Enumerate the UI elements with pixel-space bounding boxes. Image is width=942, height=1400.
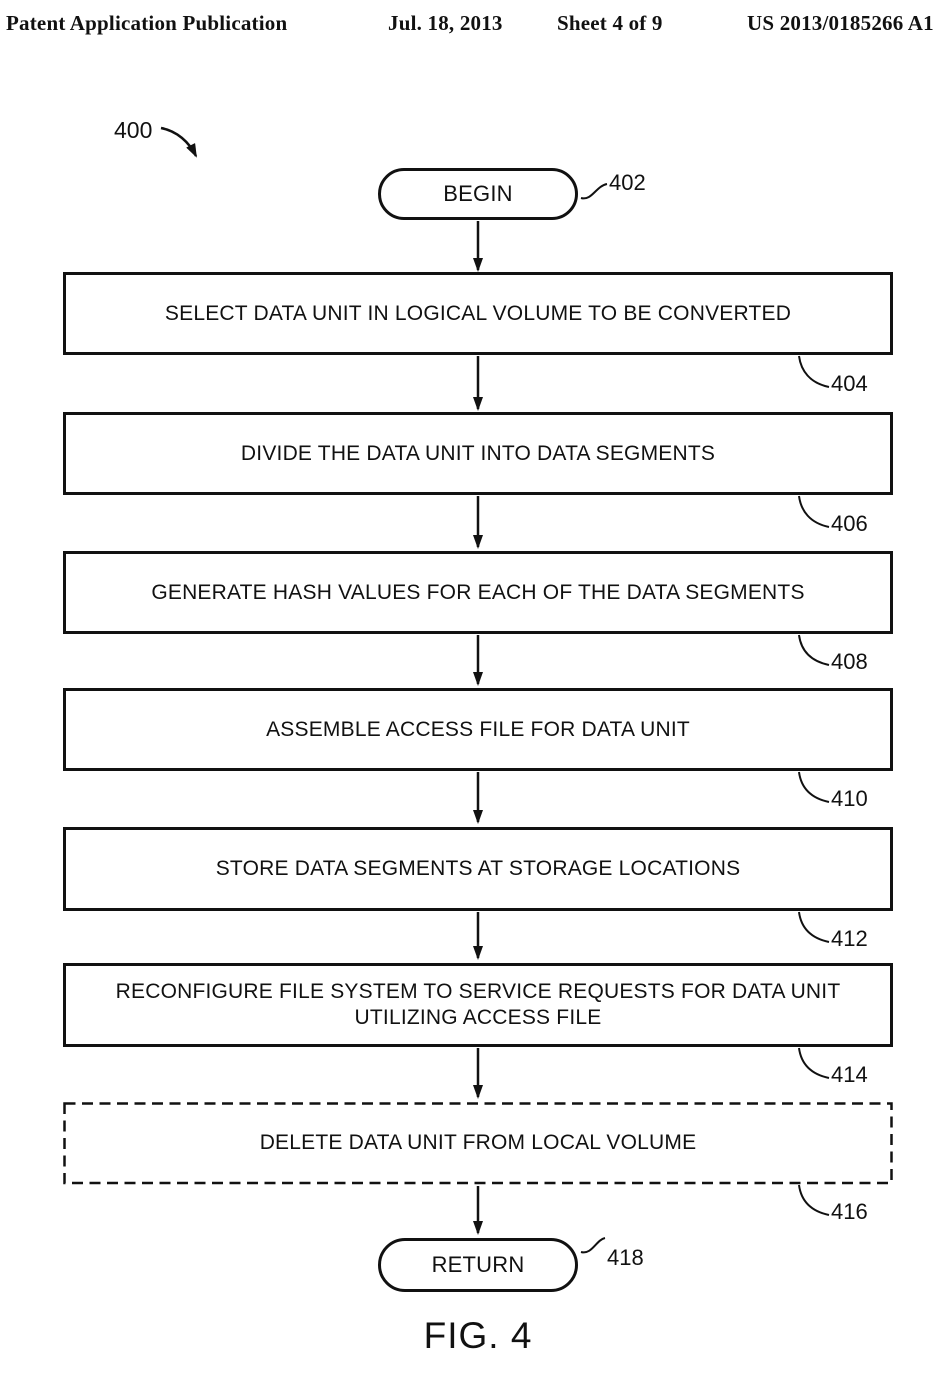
flowchart-node-divide-data-unit: DIVIDE THE DATA UNIT INTO DATA SEGMENTS <box>63 412 893 495</box>
ref-numeral-404: 404 <box>831 371 868 396</box>
flowchart-node-store-data-segments: STORE DATA SEGMENTS AT STORAGE LOCATIONS <box>63 827 893 911</box>
ref-leader-416 <box>799 1185 829 1215</box>
flowchart-node-delete-data-unit: DELETE DATA UNIT FROM LOCAL VOLUME <box>259 1131 697 1154</box>
ref-leader-406 <box>799 496 829 527</box>
flowchart-node-generate-hash-values: GENERATE HASH VALUES FOR EACH OF THE DATA SEGMENTS <box>63 551 893 634</box>
flow-ref-label: 400 <box>114 117 153 143</box>
ref-numeral-418: 418 <box>607 1245 644 1270</box>
ref-leader-404 <box>799 356 829 387</box>
ref-leader-418 <box>581 1238 605 1252</box>
ref-leader-412 <box>799 912 829 942</box>
ref-numeral-402: 402 <box>609 170 646 195</box>
ref-leader-402 <box>581 184 607 198</box>
flowchart-node-assemble-access-file: ASSEMBLE ACCESS FILE FOR DATA UNIT <box>63 688 893 771</box>
flowchart-node-reconfigure-file-system: RECONFIGURE FILE SYSTEM TO SERVICE REQUESTS FOR DATA UNIT UTILIZING ACCESS FILE <box>63 963 893 1047</box>
figure-caption: FIG. 4 <box>423 1315 533 1356</box>
ref-numeral-410: 410 <box>831 786 868 811</box>
header-publication-date: Jul. 18, 2013 <box>388 11 503 35</box>
ref-numeral-416: 416 <box>831 1199 868 1224</box>
flowchart-node-return: RETURN <box>378 1238 578 1292</box>
ref-leader-408 <box>799 635 829 665</box>
ref-numeral-406: 406 <box>831 511 868 536</box>
ref-leader-414 <box>799 1048 829 1078</box>
flowchart-node-begin: BEGIN <box>378 168 578 220</box>
ref-numeral-414: 414 <box>831 1062 868 1087</box>
ref-numeral-412: 412 <box>831 926 868 951</box>
ref-leader-410 <box>799 772 829 802</box>
ref-numeral-408: 408 <box>831 649 868 674</box>
flowchart-node-select-data-unit: SELECT DATA UNIT IN LOGICAL VOLUME TO BE CONVERTED <box>63 272 893 355</box>
header-patent-number: US 2013/0185266 A1 <box>747 11 934 35</box>
header-sheet-number: Sheet 4 of 9 <box>557 11 663 35</box>
header-publication-label: Patent Application Publication <box>6 11 288 35</box>
flow-ref-arrow <box>161 128 196 156</box>
